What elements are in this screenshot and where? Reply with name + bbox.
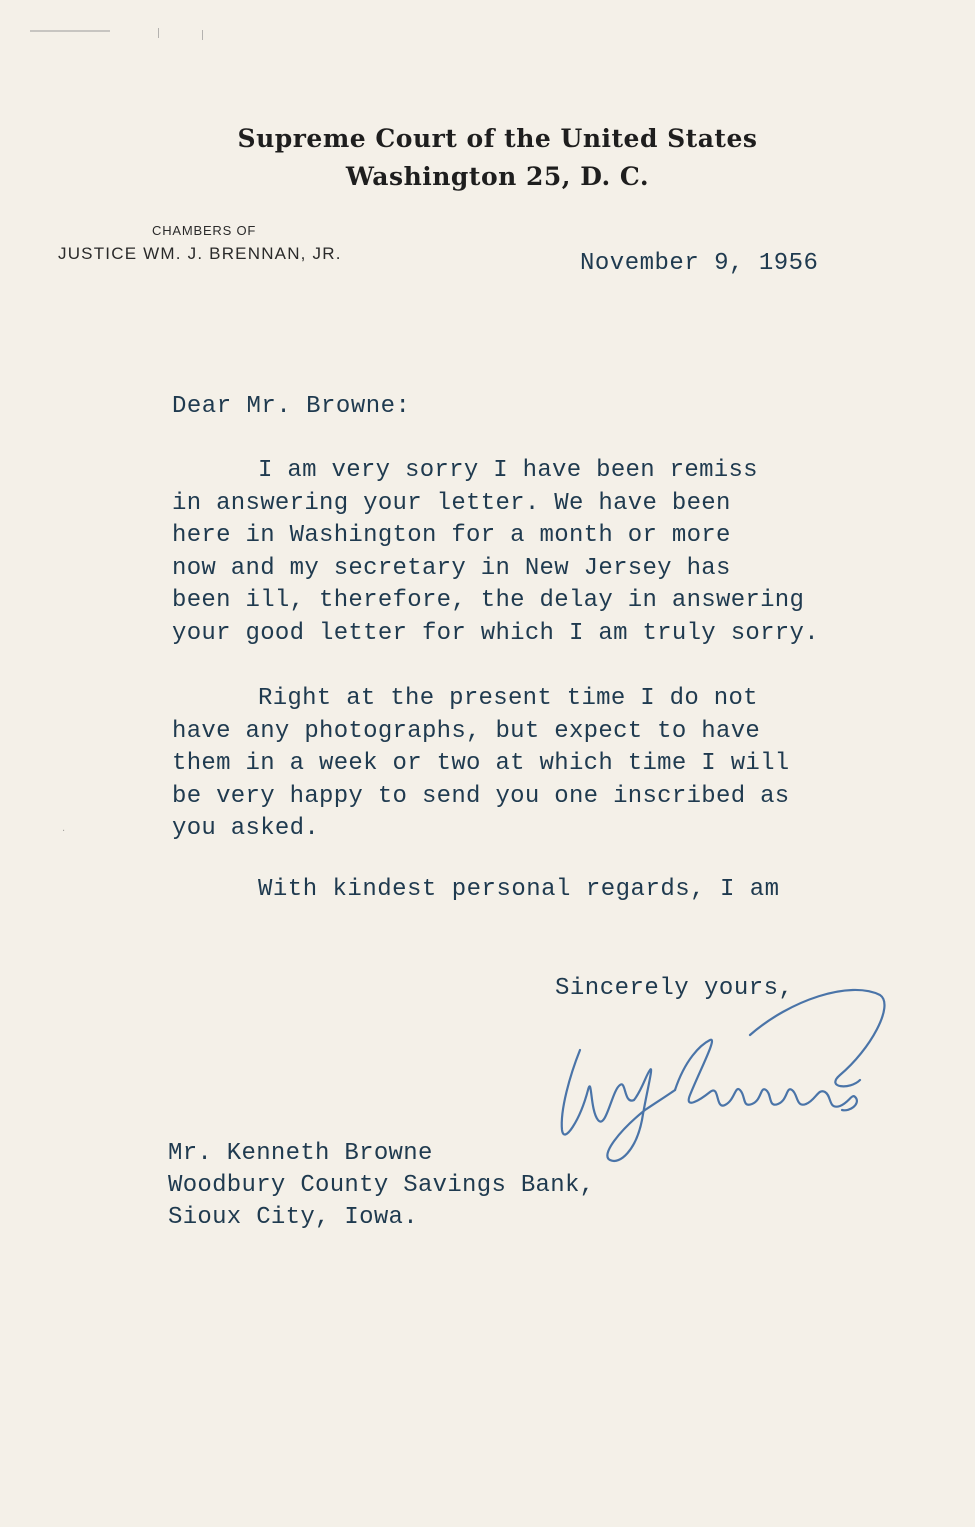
paragraph-line: I am very sorry I have been remiss [258, 457, 758, 484]
recipient-organization: Woodbury County Savings Bank, [168, 1172, 595, 1199]
letterhead-court: Supreme Court of the United States [237, 124, 758, 153]
signature-icon [550, 980, 890, 1180]
closing: Sincerely yours, [555, 975, 794, 1002]
recipient-name: Mr. Kenneth Browne [168, 1140, 433, 1167]
chambers-label: CHAMBERS OF [152, 223, 257, 238]
chambers-name: JUSTICE WM. J. BRENNAN, JR. [58, 244, 342, 263]
paragraph-line: been ill, therefore, the delay in answering [172, 587, 805, 614]
paragraph-line: now and my secretary in New Jersey has [172, 554, 731, 582]
paragraph-line: here in Washington for a month or more [172, 522, 731, 549]
paragraph-1 [172, 455, 819, 650]
salutation: Dear Mr. Browne: [172, 393, 411, 420]
letterhead-city: Washington 25, D. C. [345, 162, 650, 191]
paragraph-line: have any photographs, but expect to have [172, 717, 761, 745]
letter-date: November 9, 1956 [580, 250, 819, 277]
regards-line: With kindest personal regards, I am [258, 876, 780, 903]
paragraph-line: them in a week or two at which time I will [172, 750, 790, 777]
paragraph-line: be very happy to send you one inscribed as [172, 782, 790, 810]
paragraph-2 [172, 683, 790, 846]
recipient-city: Sioux City, Iowa. [168, 1204, 418, 1231]
pencil-tick [202, 30, 203, 40]
pencil-tick [158, 28, 159, 38]
paragraph-line: you asked. [172, 815, 320, 842]
recipient-address [168, 1138, 594, 1234]
punch-mark: · [62, 826, 66, 837]
paragraph-line: your good letter for which I am truly sorry. [172, 619, 819, 647]
pencil-mark [30, 30, 110, 32]
paragraph-line: in answering your letter. We have been [172, 489, 731, 517]
paragraph-line: Right at the present time I do not [258, 685, 758, 712]
